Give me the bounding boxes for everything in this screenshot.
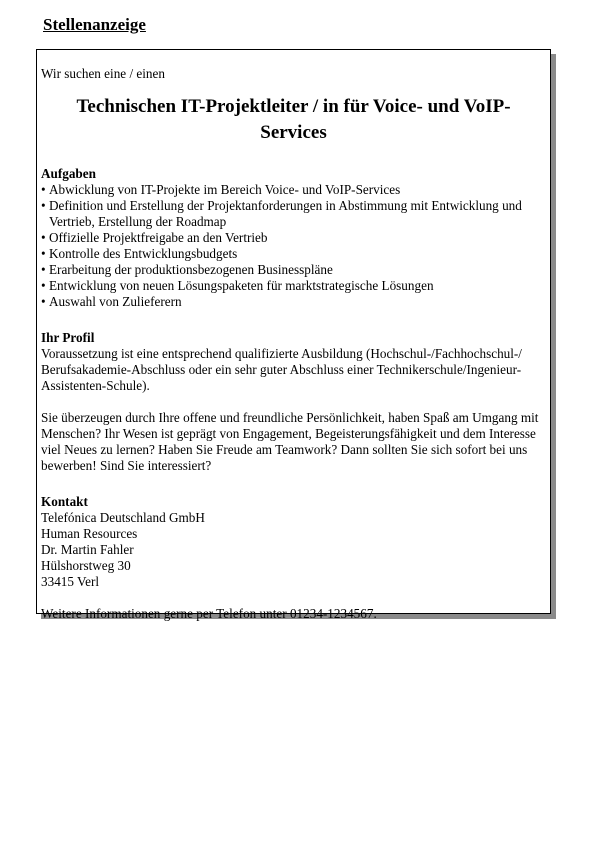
task-item: • Definition und Erstellung der Projektanforderungen in Abstimmung mit Entwicklung und Vertrieb, Erstellung der Roadmap	[41, 198, 546, 230]
task-item: • Abwicklung von IT-Projekte im Bereich Voice- und VoIP-Services	[41, 182, 546, 198]
intro-text: Wir suchen eine / einen	[41, 66, 165, 81]
profile-personality: Sie überzeugen durch Ihre offene und freundliche Persönlichkeit, haben Spaß am Umgang mit Menschen? Ihr Wesen ist geprägt von Engagement, Begeisterungsfähigkeit und dem Interesse viel Neues zu lernen? Haben Sie Freude am Teamwork? Dann sollten Sie sich sofort bei uns bewerben! Sind Sie interessiert?	[41, 410, 539, 473]
tasks-heading: Aufgaben	[41, 166, 96, 181]
footer-info: Weitere Informationen gerne per Telefon unter 01234-1234567.	[41, 606, 377, 621]
contact-department: Human Resources	[41, 526, 138, 541]
contact-city: 33415 Verl	[41, 574, 99, 589]
job-ad-box	[36, 49, 551, 621]
contact-address	[41, 510, 546, 590]
task-item: • Entwicklung von neuen Lösungspaketen für marktstrategische Lösungen	[41, 278, 546, 294]
profile-requirements: Voraussetzung ist eine entsprechend qualifizierte Ausbildung (Hochschul-/Fachhochschul-/ Berufsakademie-Abschluss oder ein sehr guter Abschluss einer Technikerschule/Ingenieur-Assistenten-Schule).	[41, 346, 522, 393]
contact-heading: Kontakt	[41, 494, 88, 509]
contact-company: Telefónica Deutschland GmbH	[41, 510, 205, 525]
contact-street: Hülshorstweg 30	[41, 558, 131, 573]
task-item: • Kontrolle des Entwicklungsbudgets	[41, 246, 546, 262]
task-item: • Auswahl von Zulieferern	[41, 294, 546, 310]
page-title: Stellenanzeige	[43, 15, 146, 34]
profile-heading: Ihr Profil	[41, 330, 95, 345]
tasks-list	[41, 182, 546, 310]
job-title: Technischen IT-Projektleiter / in für Voice- und VoIP-Services	[76, 96, 511, 143]
contact-person: Dr. Martin Fahler	[41, 542, 134, 557]
task-item: • Erarbeitung der produktionsbezogenen Businesspläne	[41, 262, 546, 278]
task-item: • Offizielle Projektfreigabe an den Vertrieb	[41, 230, 546, 246]
